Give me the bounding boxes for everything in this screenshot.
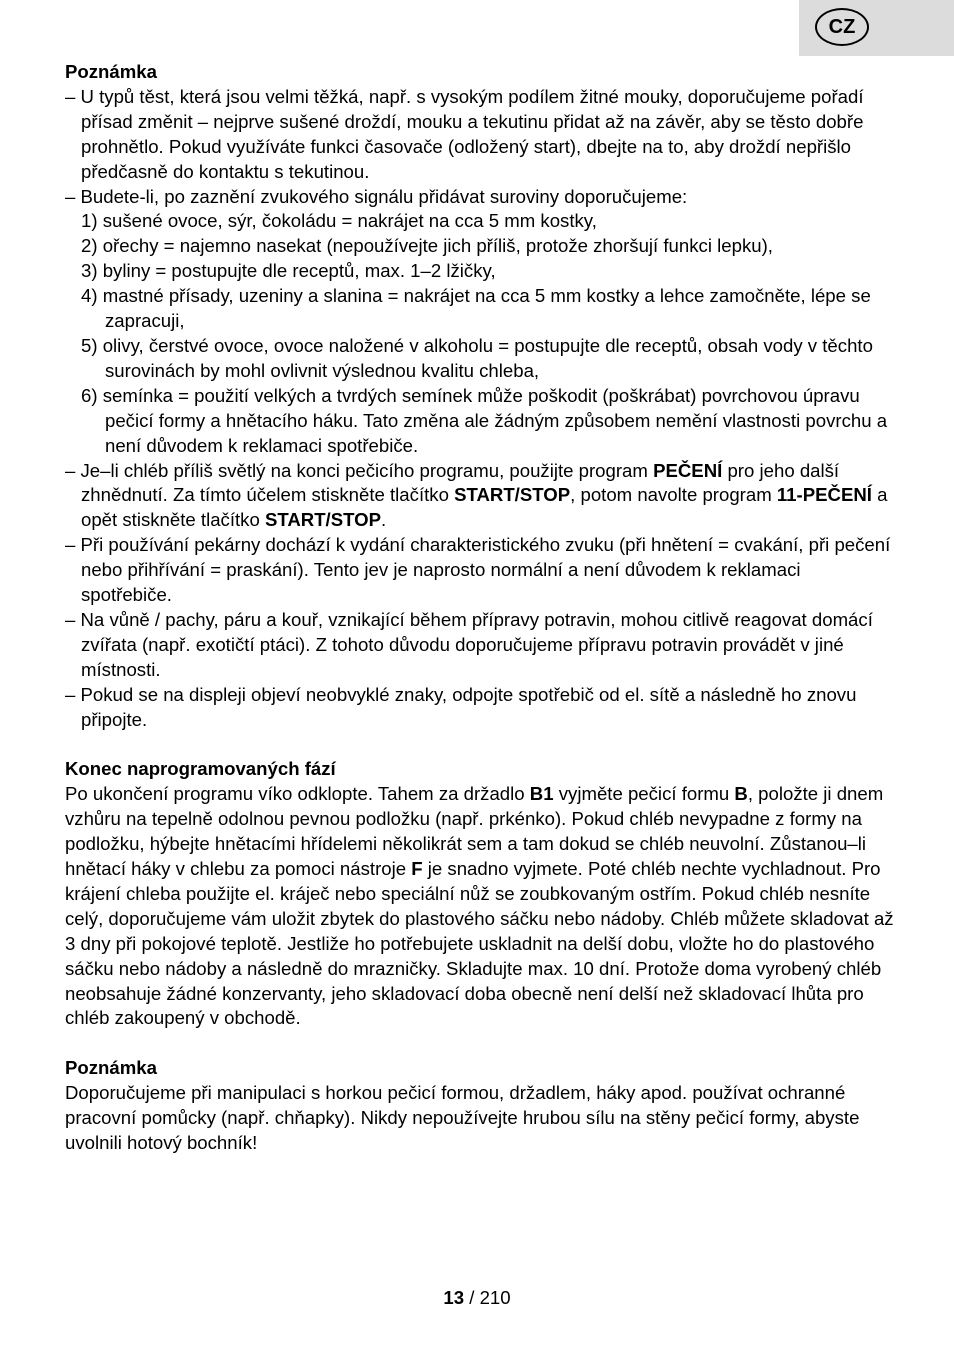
browning-text-2: pro jeho další zhnědnutí. Za tímto účelem stiskněte tlačítko <box>81 459 840 506</box>
note-bullet-sound: – Při používání pekárny dochází k vydání charakteristického zvuku (při hnětení = cvakání, při pečení nebo přihřívání = praskání). Tento jev je naprosto normální a není důvodem k reklamaci spotřebiče. <box>65 534 891 606</box>
ingredient-item-2: 2) ořechy = najemno nasekat (nepoužívejte jich příliš, protože zhoršují funkci lepku), <box>81 235 773 257</box>
safety-note-paragraph: Doporučujeme při manipulaci s horkou pečicí formou, držadlem, háky apod. používat ochranné pracovní pomůcky (např. chňapky). Nikdy nepoužívejte hrubou sílu na stěny pečicí formy, abyste uvolnili hotový bochník! <box>65 1082 860 1153</box>
language-badge <box>815 8 869 46</box>
note-heading-1: Poznámka <box>65 61 157 82</box>
program-11-peceni: 11-PEČENÍ <box>776 484 872 506</box>
note-bullet-dough: – U typů těst, která jsou velmi těžká, např. s vysokým podílem žitné mouky, doporučujeme pořadí přísad změnit – nejprve sušené droždí, mouku a tekutinu přidat až na závěr, aby se těsto dobře prohnětlo. Pokud využíváte funkci časovače (odložený start), dbejte na to, aby droždí nepřišlo předčasně do kontaktu s tekutinou. <box>65 85 864 182</box>
page-content <box>65 60 895 1156</box>
browning-text-1: – Je–li chléb příliš světlý na konci pečicího programu, použijte program <box>65 459 654 481</box>
end-text-3: , položte ji dnem vzhůru na tepelně odolnou pevnou podložku (např. prkénko). Pokud chléb nevypadne z formy na podložku, hýbejte hnětacími hřídelemi několikrát sem a tam dokud se chléb neuvolní. Zůstanou–li hnětací háky v chlebu za pomoci nástroje <box>65 783 884 879</box>
spacer <box>65 1031 895 1056</box>
note-bullet-ingredients: – Budete-li, po zaznění zvukového signálu přidávat suroviny doporučujeme: <box>65 185 688 207</box>
end-phase-paragraph <box>65 782 895 1031</box>
browning-text-3: , potom navolte program <box>570 484 777 506</box>
ingredient-item-6: 6) semínka = použití velkých a tvrdých semínek může poškodit (poškrábat) povrchovou úpravu pečicí formy a hnětacího háku. Tato změna ale žádným způsobem nemění vlastnosti povrchu a není důvodem k reklamaci spotřebiče. <box>81 384 888 456</box>
program-peceni: PEČENÍ <box>653 459 723 481</box>
part-b1: B1 <box>529 783 554 805</box>
note-bullet-browning <box>65 459 895 534</box>
start-stop-label-1: START/STOP <box>454 484 571 506</box>
language-tab <box>799 0 954 56</box>
spacer <box>65 732 895 757</box>
note-heading-2: Poznámka <box>65 1057 157 1079</box>
section-heading-end: Konec naprogramovaných fází <box>65 758 336 780</box>
page-total: / 210 <box>469 1287 511 1308</box>
browning-text-5: . <box>381 509 387 531</box>
language-label: CZ <box>828 15 856 38</box>
ingredient-item-1: 1) sušené ovoce, sýr, čokoládu = nakrájet na cca 5 mm kostky, <box>81 210 597 232</box>
page-number: 13 <box>443 1287 465 1308</box>
ingredient-item-5: 5) olivy, čerstvé ovoce, ovoce naložené v alkoholu = postupujte dle receptů, obsah vody v těchto surovinách by mohl ovlivnit výslednou kvalitu chleba, <box>81 334 873 381</box>
browning-text-4: a opět stiskněte tlačítko <box>81 484 888 531</box>
part-b: B <box>734 783 748 805</box>
ingredient-item-3: 3) byliny = postupujte dle receptů, max. 1–2 lžičky, <box>81 260 496 282</box>
start-stop-label-2: START/STOP <box>264 509 382 531</box>
ingredient-item-4: 4) mastné přísady, uzeniny a slanina = nakrájet na cca 5 mm kostky a lehce zamočněte, lépe se zapracuji, <box>81 285 871 332</box>
part-f: F <box>411 857 423 879</box>
end-text-2: vyjměte pečicí formu <box>553 783 735 805</box>
note-bullet-display: – Pokud se na displeji objeví neobvyklé znaky, odpojte spotřebič od el. sítě a následně ho znovu připojte. <box>65 683 857 730</box>
end-text-4: je snadno vyjmete. Poté chléb nechte vychladnout. Pro krájení chleba použijte el. kráječ nebo speciální nůž se zoubkovaným ostřím. Pokud chléb nesníte celý, doporučujeme vám uložit zbytek do plastového sáčku nebo nádoby. Chléb můžete skladovat až 3 dny při pokojové teplotě. Jestliže ho potřebujete uskladnit na delší dobu, vložte ho do plastového sáčku nebo nádoby a následně do mrazničky. Skladujte max. 10 dní. Protože doma vyrobený chléb neobsahuje žádné konzervanty, jeho skladovací doba obecně není delší než skladovací lhůta pro chléb zakoupený v obchodě. <box>65 857 894 1029</box>
end-text-1: Po ukončení programu víko odklopte. Tahem za držadlo <box>65 783 530 805</box>
page-footer <box>0 1286 954 1311</box>
note-bullet-pets: – Na vůně / pachy, páru a kouř, vznikající během přípravy potravin, mohou citlivě reagovat domácí zvířata (např. exotičtí ptáci). Z tohoto důvodu doporučujeme přípravu potravin provádět v jiné místnosti. <box>65 608 873 680</box>
